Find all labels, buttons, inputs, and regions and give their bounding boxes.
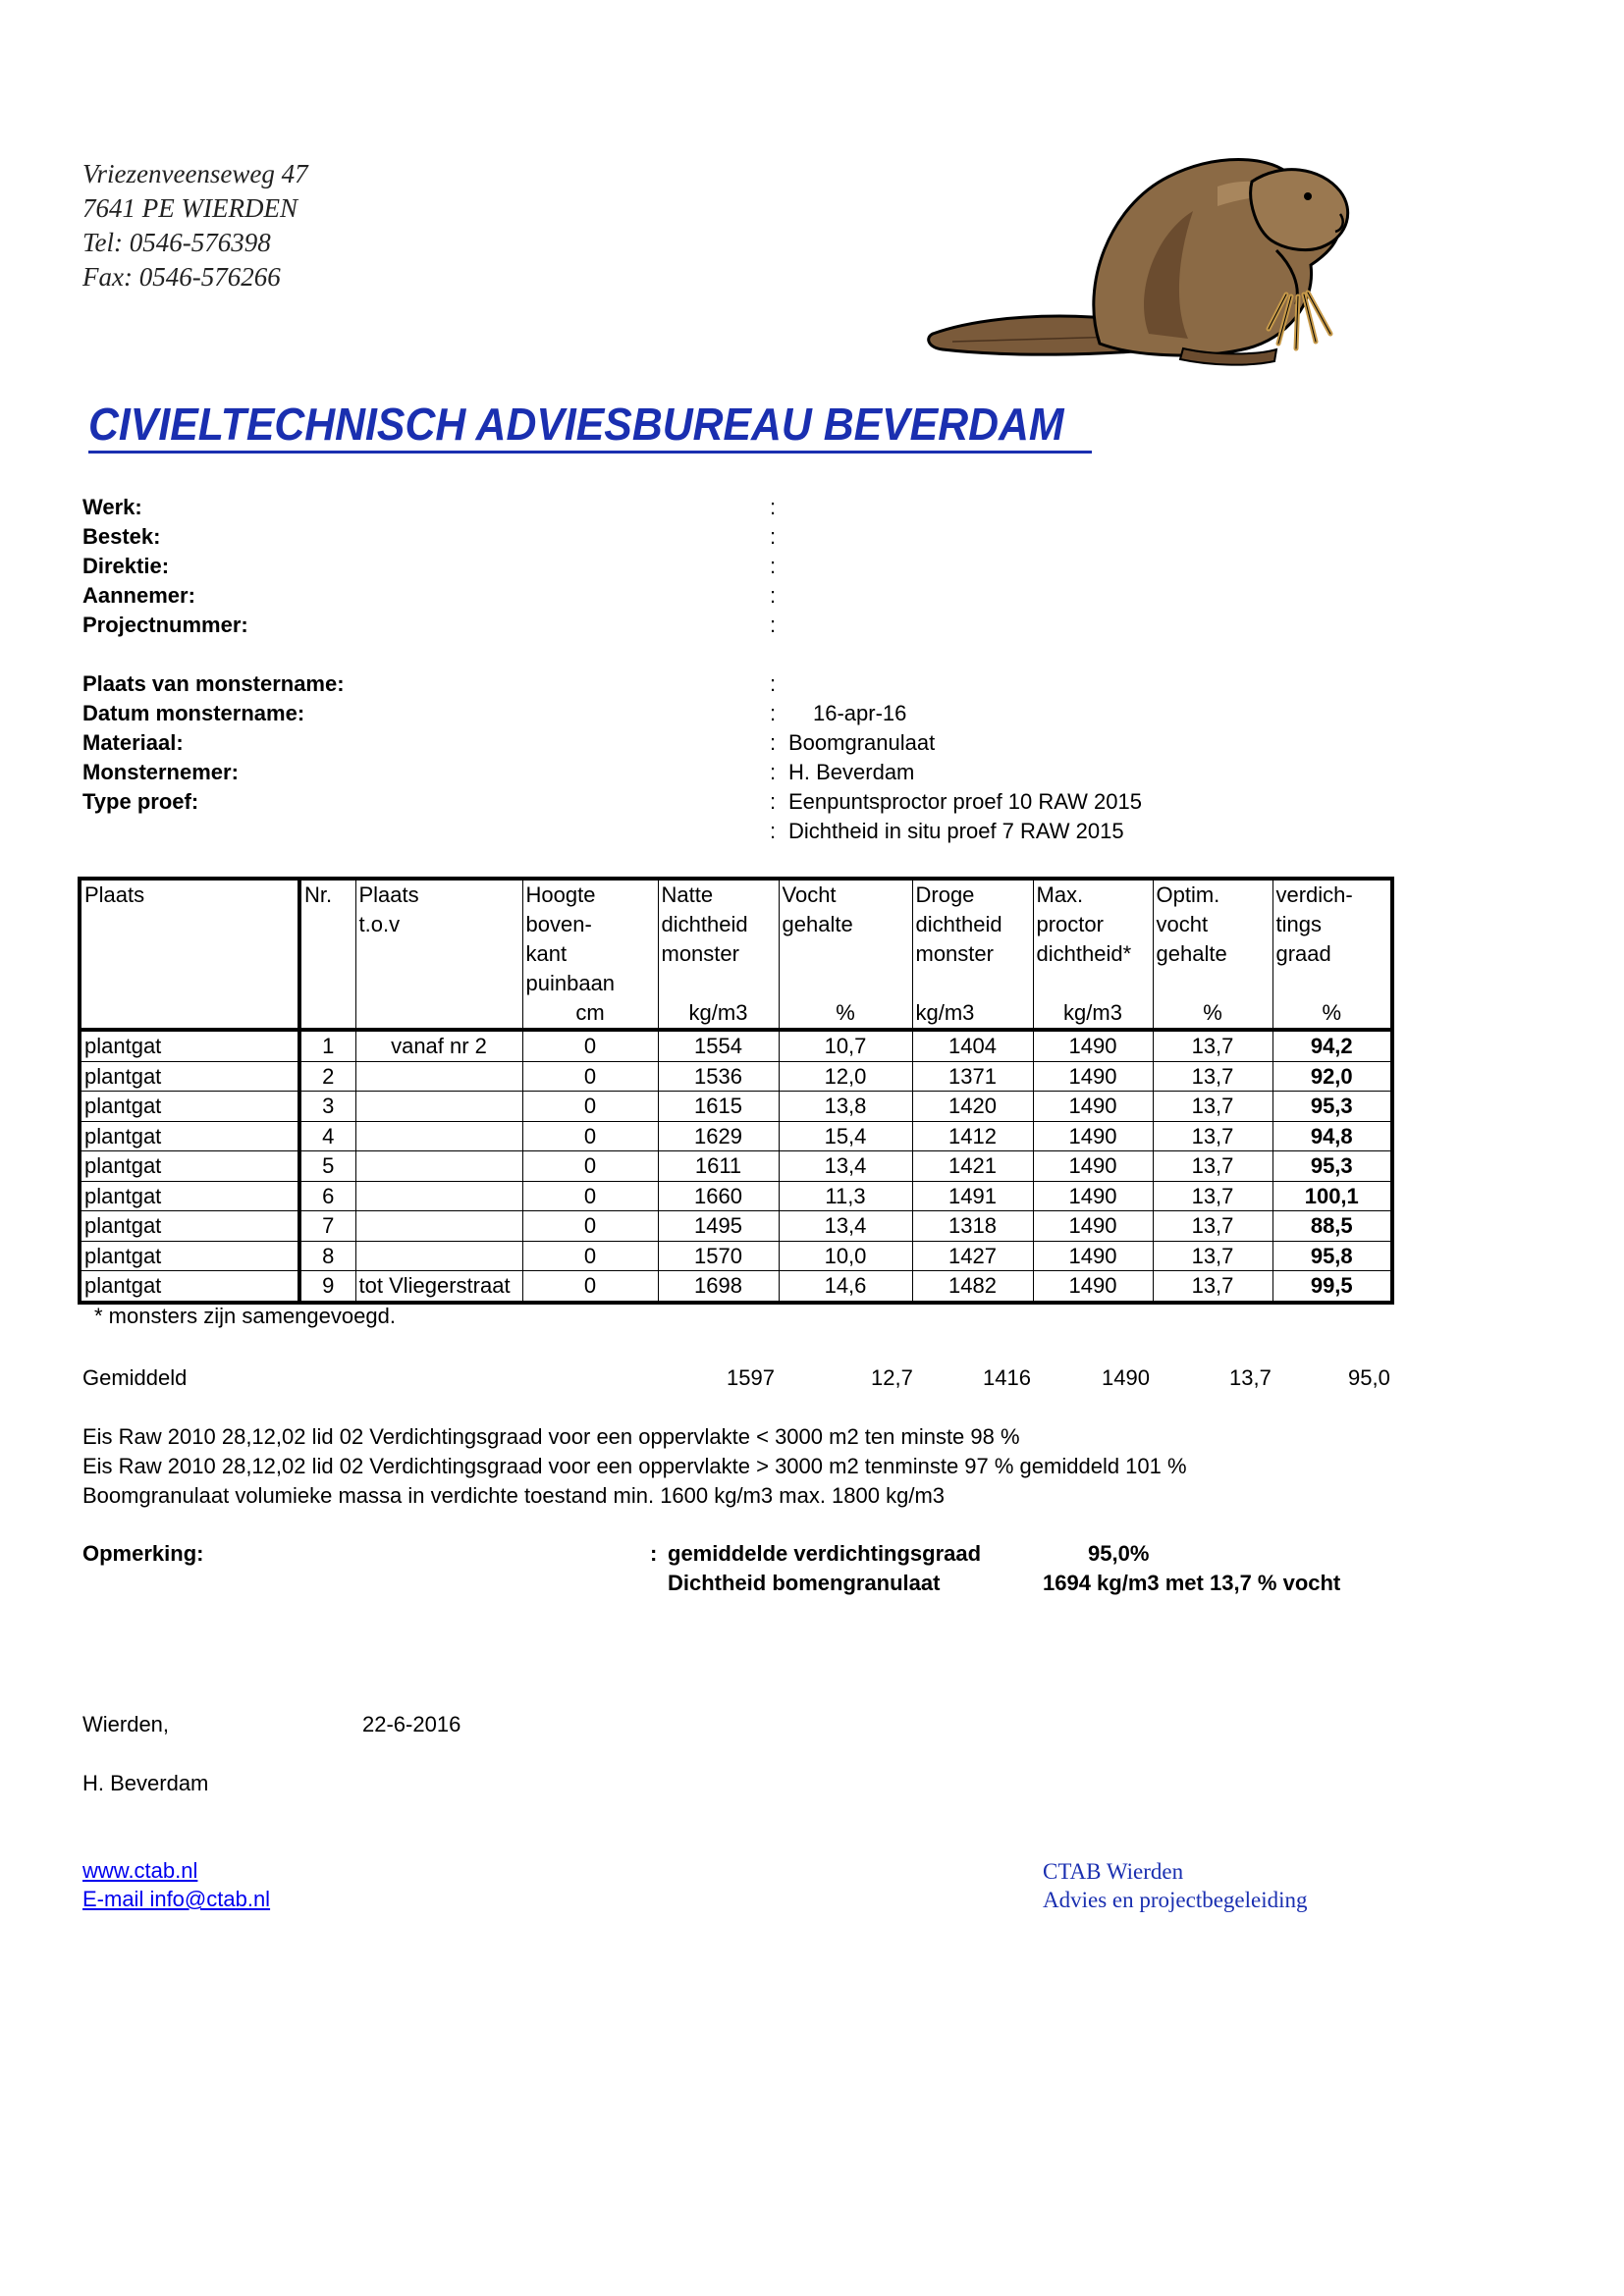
cell-max-proctor: 1490 (1033, 1211, 1153, 1242)
cell-max-proctor: 1490 (1033, 1241, 1153, 1271)
cell-verdichtingsgraad: 95,8 (1272, 1241, 1392, 1271)
header-line (359, 998, 519, 1028)
info-label: Direktie: (82, 554, 170, 578)
cell-plaats: plantgat (80, 1271, 299, 1303)
header-hoogte (522, 879, 658, 1030)
info-label: Type proef: (82, 789, 199, 814)
average-natte: 1597 (727, 1365, 775, 1390)
cell-optim-vocht: 13,7 (1153, 1121, 1272, 1151)
cell-droge-dichtheid: 1482 (912, 1271, 1033, 1303)
info-value: 16-apr-16 (813, 701, 907, 725)
cell-vocht-gehalte: 14,6 (779, 1271, 912, 1303)
info-label: Bestek: (82, 524, 161, 549)
info-value: Eenpuntsproctor proef 10 RAW 2015 (788, 789, 1142, 814)
cell-droge-dichtheid: 1491 (912, 1181, 1033, 1211)
info-label: Werk: (82, 495, 142, 519)
info-row-direktie (82, 552, 777, 581)
header-line: gehalte (1156, 941, 1227, 966)
cell-verdichtingsgraad: 100,1 (1272, 1181, 1392, 1211)
info-label: Monsternemer: (82, 760, 239, 784)
header-line: vocht (1156, 912, 1209, 936)
info-row-bestek (82, 522, 777, 552)
average-graad: 95,0 (1348, 1365, 1390, 1390)
cell-vocht-gehalte: 15,4 (779, 1121, 912, 1151)
header-optim-vocht (1153, 879, 1272, 1030)
remark-line2-value: 1694 kg/m3 met 13,7 % vocht (1043, 1571, 1341, 1595)
cell-droge-dichtheid: 1421 (912, 1151, 1033, 1182)
cell-nr: 9 (299, 1271, 355, 1303)
org-name: CTAB Wierden (1043, 1859, 1184, 1884)
info-row-projectnummer (82, 611, 777, 640)
info-colon: : (770, 524, 777, 549)
cell-plaats-tov (355, 1241, 522, 1271)
info-colon: : (770, 701, 777, 725)
header-line: % (836, 1000, 855, 1025)
header-max-proctor (1033, 879, 1153, 1030)
cell-droge-dichtheid: 1412 (912, 1121, 1033, 1151)
header-line (304, 969, 352, 998)
cell-hoogte: 0 (522, 1181, 658, 1211)
table-row (80, 1030, 1392, 1061)
header-line: gehalte (782, 912, 853, 936)
header-line: monster (915, 941, 994, 966)
info-value: Boomgranulaat (788, 730, 936, 755)
header-plaats (80, 879, 299, 1030)
cell-plaats-tov: vanaf nr 2 (355, 1030, 522, 1061)
header-line: Max. (1036, 882, 1084, 907)
info-row-materiaal (82, 728, 936, 758)
info-value: H. Beverdam (788, 760, 915, 784)
header-line (304, 998, 352, 1028)
cell-hoogte: 0 (522, 1241, 658, 1271)
header-line (783, 969, 909, 998)
requirement-line: Boomgranulaat volumieke massa in verdichte toestand min. 1600 kg/m3 max. 1800 kg/m3 (82, 1483, 946, 1508)
cell-nr: 6 (299, 1181, 355, 1211)
info-colon: : (770, 730, 777, 755)
cell-plaats-tov (355, 1061, 522, 1092)
cell-max-proctor: 1490 (1033, 1061, 1153, 1092)
info-label: Aannemer: (82, 583, 195, 608)
cell-natte-dichtheid: 1660 (658, 1181, 779, 1211)
header-line: t.o.v (358, 912, 401, 936)
cell-verdichtingsgraad: 95,3 (1272, 1151, 1392, 1182)
header-line: Plaats (358, 882, 419, 907)
header-line (84, 910, 295, 939)
cell-nr: 1 (299, 1030, 355, 1061)
cell-plaats: plantgat (80, 1061, 299, 1092)
address-fax: Fax: 0546-576266 (82, 262, 281, 292)
info-colon: : (770, 583, 777, 608)
cell-vocht-gehalte: 13,4 (779, 1151, 912, 1182)
cell-natte-dichtheid: 1536 (658, 1061, 779, 1092)
info-colon: : (770, 760, 777, 784)
average-vocht: 12,7 (871, 1365, 913, 1390)
cell-droge-dichtheid: 1318 (912, 1211, 1033, 1242)
cell-verdichtingsgraad: 94,8 (1272, 1121, 1392, 1151)
org-tagline: Advies en projectbegeleiding (1043, 1888, 1308, 1912)
results-table (78, 877, 1394, 1305)
header-line: dichtheid (661, 912, 748, 936)
footnote: * monsters zijn samengevoegd. (94, 1304, 396, 1328)
cell-plaats-tov (355, 1211, 522, 1242)
header-line: Vocht (782, 882, 837, 907)
website-link[interactable]: www.ctab.nl (82, 1858, 198, 1883)
table-row (80, 1092, 1392, 1122)
cell-plaats: plantgat (80, 1211, 299, 1242)
header-line (359, 969, 519, 998)
header-line (1276, 969, 1388, 998)
header-line: kg/m3 (1063, 1000, 1122, 1025)
cell-natte-dichtheid: 1554 (658, 1030, 779, 1061)
cell-droge-dichtheid: 1420 (912, 1092, 1033, 1122)
cell-plaats-tov (355, 1151, 522, 1182)
cell-vocht-gehalte: 13,8 (779, 1092, 912, 1122)
cell-hoogte: 0 (522, 1061, 658, 1092)
table-row (80, 1181, 1392, 1211)
cell-plaats: plantgat (80, 1030, 299, 1061)
cell-max-proctor: 1490 (1033, 1030, 1153, 1061)
cell-max-proctor: 1490 (1033, 1092, 1153, 1122)
header-line (84, 939, 295, 969)
company-underline (88, 451, 1092, 454)
cell-plaats: plantgat (80, 1181, 299, 1211)
info-row-monsternemer (82, 758, 915, 787)
header-natte-dichtheid (658, 879, 779, 1030)
cell-verdichtingsgraad: 88,5 (1272, 1211, 1392, 1242)
header-line (783, 939, 909, 969)
cell-nr: 3 (299, 1092, 355, 1122)
average-proctor: 1490 (1102, 1365, 1150, 1390)
cell-vocht-gehalte: 13,4 (779, 1211, 912, 1242)
cell-natte-dichtheid: 1611 (658, 1151, 779, 1182)
cell-verdichtingsgraad: 95,3 (1272, 1092, 1392, 1122)
signature-date: 22-6-2016 (362, 1712, 461, 1736)
header-nr (299, 879, 355, 1030)
header-line (662, 969, 776, 998)
cell-optim-vocht: 13,7 (1153, 1092, 1272, 1122)
header-vocht-gehalte (779, 879, 912, 1030)
header-line (1037, 969, 1150, 998)
remark-line2-text: Dichtheid bomengranulaat (668, 1571, 941, 1595)
header-line: Hoogte (525, 882, 596, 907)
info-row-datum (82, 699, 907, 728)
info-value: Dichtheid in situ proef 7 RAW 2015 (788, 819, 1124, 843)
header-line: Droge (915, 882, 975, 907)
info-row-type-proef (82, 787, 1142, 817)
header-line (304, 910, 352, 939)
cell-max-proctor: 1490 (1033, 1121, 1153, 1151)
address-city: 7641 PE WIERDEN (82, 193, 298, 223)
average-droge: 1416 (983, 1365, 1031, 1390)
header-line: tings (1275, 912, 1322, 936)
header-line: % (1203, 1000, 1222, 1025)
header-line: boven- (525, 912, 592, 936)
cell-max-proctor: 1490 (1033, 1271, 1153, 1303)
header-line (1157, 969, 1270, 998)
header-droge-dichtheid (912, 879, 1033, 1030)
average-optim: 13,7 (1229, 1365, 1272, 1390)
beaver-icon (923, 147, 1394, 383)
cell-optim-vocht: 13,7 (1153, 1271, 1272, 1303)
header-line: kg/m3 (688, 1000, 748, 1025)
cell-hoogte: 0 (522, 1092, 658, 1122)
cell-natte-dichtheid: 1615 (658, 1092, 779, 1122)
header-line: monster (661, 941, 739, 966)
header-line: dichtheid (915, 912, 1002, 936)
cell-optim-vocht: 13,7 (1153, 1181, 1272, 1211)
info-colon: : (770, 819, 777, 843)
cell-plaats-tov (355, 1181, 522, 1211)
header-line: Nr. (304, 882, 333, 907)
cell-hoogte: 0 (522, 1030, 658, 1061)
info-row-aannemer (82, 581, 777, 611)
remark-line1-value: 95,0% (1088, 1541, 1150, 1566)
signature-name: H. Beverdam (82, 1771, 209, 1795)
header-line: puinbaan (525, 971, 616, 995)
requirement-line: Eis Raw 2010 28,12,02 lid 02 Verdichtingsgraad voor een oppervlakte > 3000 m2 tenminste 97 % gemiddeld 101 % (82, 1454, 1187, 1478)
info-label: Projectnummer: (82, 613, 248, 637)
address-phone: Tel: 0546-576398 (82, 228, 271, 257)
cell-plaats-tov: tot Vliegerstraat (355, 1271, 522, 1303)
header-line: dichtheid* (1036, 941, 1132, 966)
cell-max-proctor: 1490 (1033, 1181, 1153, 1211)
signature-place: Wierden, (82, 1712, 170, 1736)
table-header-row (80, 879, 1392, 1030)
header-line (916, 969, 1030, 998)
cell-nr: 7 (299, 1211, 355, 1242)
cell-vocht-gehalte: 11,3 (779, 1181, 912, 1211)
cell-natte-dichtheid: 1698 (658, 1271, 779, 1303)
cell-vocht-gehalte: 10,0 (779, 1241, 912, 1271)
cell-plaats: plantgat (80, 1241, 299, 1271)
header-line: proctor (1036, 912, 1104, 936)
cell-droge-dichtheid: 1371 (912, 1061, 1033, 1092)
average-label: Gemiddeld (82, 1365, 188, 1390)
header-line: % (1322, 1000, 1342, 1025)
header-line (84, 969, 295, 998)
cell-optim-vocht: 13,7 (1153, 1061, 1272, 1092)
cell-optim-vocht: 13,7 (1153, 1151, 1272, 1182)
cell-natte-dichtheid: 1629 (658, 1121, 779, 1151)
info-row-plaats (82, 669, 777, 699)
cell-natte-dichtheid: 1570 (658, 1241, 779, 1271)
remark-line1-text: gemiddelde verdichtingsgraad (668, 1541, 982, 1566)
email-link[interactable]: E-mail info@ctab.nl (82, 1887, 271, 1911)
cell-optim-vocht: 13,7 (1153, 1030, 1272, 1061)
cell-verdichtingsgraad: 92,0 (1272, 1061, 1392, 1092)
table-row (80, 1151, 1392, 1182)
header-line: cm (575, 1000, 605, 1025)
table-row (80, 1211, 1392, 1242)
header-line: kg/m3 (915, 1000, 975, 1025)
requirement-line: Eis Raw 2010 28,12,02 lid 02 Verdichtingsgraad voor een oppervlakte < 3000 m2 ten minste 98 % (82, 1424, 1020, 1449)
cell-hoogte: 0 (522, 1121, 658, 1151)
cell-verdichtingsgraad: 99,5 (1272, 1271, 1392, 1303)
header-verdichtingsgraad (1272, 879, 1392, 1030)
table-row (80, 1061, 1392, 1092)
header-line: Natte (661, 882, 714, 907)
header-line: verdich- (1275, 882, 1353, 907)
cell-optim-vocht: 13,7 (1153, 1241, 1272, 1271)
header-line (359, 939, 519, 969)
table-body (80, 1030, 1392, 1303)
info-label: Materiaal: (82, 730, 184, 755)
remark-label: Opmerking: (82, 1541, 204, 1566)
info-colon: : (770, 613, 777, 637)
header-line: graad (1275, 941, 1331, 966)
cell-droge-dichtheid: 1427 (912, 1241, 1033, 1271)
header-line: Plaats (84, 882, 145, 907)
cell-hoogte: 0 (522, 1151, 658, 1182)
header-line: Optim. (1156, 882, 1220, 907)
company-name: CIVIELTECHNISCH ADVIESBUREAU BEVERDAM (88, 399, 1064, 450)
cell-plaats-tov (355, 1092, 522, 1122)
table-row (80, 1121, 1392, 1151)
cell-plaats: plantgat (80, 1121, 299, 1151)
cell-max-proctor: 1490 (1033, 1151, 1153, 1182)
cell-hoogte: 0 (522, 1211, 658, 1242)
header-line (84, 998, 295, 1028)
header-line (304, 939, 352, 969)
info-colon: : (770, 789, 777, 814)
info-colon: : (770, 495, 777, 519)
info-label: Plaats van monstername: (82, 671, 345, 696)
cell-optim-vocht: 13,7 (1153, 1211, 1272, 1242)
header-line: kant (525, 941, 568, 966)
info-colon: : (770, 671, 777, 696)
cell-droge-dichtheid: 1404 (912, 1030, 1033, 1061)
remark-colon: : (650, 1541, 658, 1566)
cell-hoogte: 0 (522, 1271, 658, 1303)
cell-verdichtingsgraad: 94,2 (1272, 1030, 1392, 1061)
cell-vocht-gehalte: 12,0 (779, 1061, 912, 1092)
cell-natte-dichtheid: 1495 (658, 1211, 779, 1242)
cell-nr: 4 (299, 1121, 355, 1151)
cell-plaats-tov (355, 1121, 522, 1151)
cell-vocht-gehalte: 10,7 (779, 1030, 912, 1061)
cell-nr: 2 (299, 1061, 355, 1092)
table-row (80, 1241, 1392, 1271)
cell-nr: 8 (299, 1241, 355, 1271)
info-label: Datum monstername: (82, 701, 305, 725)
header-plaats-tov (355, 879, 522, 1030)
cell-plaats: plantgat (80, 1151, 299, 1182)
address-street: Vriezenveenseweg 47 (82, 159, 308, 188)
table-row (80, 1271, 1392, 1303)
cell-plaats: plantgat (80, 1092, 299, 1122)
info-colon: : (770, 554, 777, 578)
address-block (82, 157, 308, 294)
info-row-werk (82, 493, 777, 522)
cell-nr: 5 (299, 1151, 355, 1182)
